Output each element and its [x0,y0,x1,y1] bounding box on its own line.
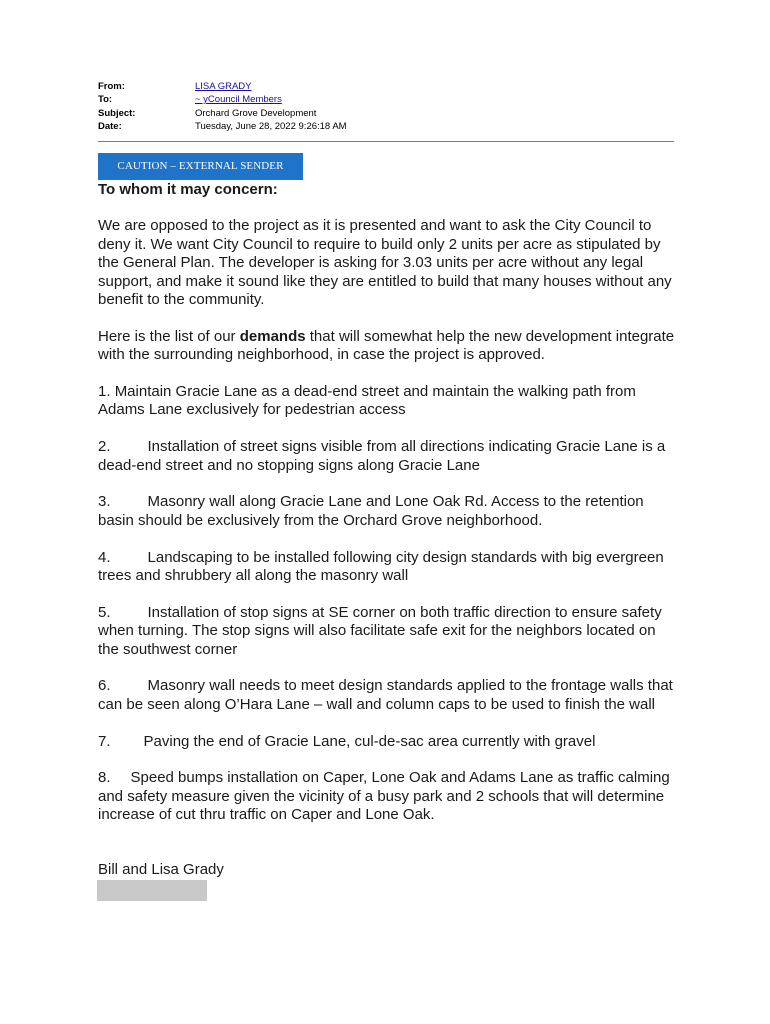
demand-item-2 [98,438,678,475]
demand-number: 7. [98,732,111,750]
demand-number: 1. [98,383,111,401]
demand-text: Landscaping to be installed following city design standards with big evergreen trees and shrubbery all along the masonry wall [98,548,664,585]
demand-text: Masonry wall needs to meet design standards applied to the frontage walls that can be seen along O’Hara Lane – wall and column caps to be used to finish the wall [98,677,673,713]
demand-number: 4. [98,548,111,566]
demand-text: Paving the end of Gracie Lane, cul-de-sac area currently with gravel [143,732,596,750]
demand-item-1 [98,383,678,420]
demands-pre: Here is the list of our [98,327,240,345]
subject-label: Subject: [98,107,136,119]
demand-number: 3. [98,493,111,511]
demand-item-5 [98,604,678,659]
greeting: To whom it may concern: [98,181,278,198]
caution-banner: CAUTION – EXTERNAL SENDER [98,153,303,180]
demand-text: Masonry wall along Gracie Lane and Lone Oak Rd. Access to the retention basin should be exclusively from the Orchard Grove neighborhood. [98,493,644,529]
date-row [98,120,674,133]
redaction-box [97,880,207,901]
demands-post: that will somewhat help the new development integrate with the surrounding neighborhood, in case the project is approved. [98,327,675,364]
letter-body [98,181,678,879]
demands-paragraph [98,328,678,365]
demand-number: 8. [98,769,111,787]
demand-item-3 [98,493,678,530]
from-label: From: [98,81,125,92]
date-label: Date: [98,120,122,132]
demands-word: demands [239,327,306,345]
demand-item-4 [98,549,678,586]
date-value: Tuesday, June 28, 2022 9:26:18 AM [195,120,347,132]
demand-text: Speed bumps installation on Caper, Lone Oak and Adams Lane as traffic calming and safety measure given the vicinity of a busy park and 2 schools that will determine increase of cut thru traffic on Caper and Lone Oak. [98,769,670,824]
to-row [98,93,674,106]
email-header [98,80,674,133]
signature: Bill and Lisa Grady [98,860,224,878]
intro-paragraph: We are opposed to the project as it is presented and want to ask the City Council to deny it. We want City Council to require to build only 2 units per acre as stipulated by the General Plan. The developer is asking for 3.03 units per acre without any legal support, and make it sound like they are entitled to build that many houses without any benefit to the community. [98,217,672,309]
demand-number: 6. [98,677,111,695]
from-link[interactable]: LISA GRADY [195,81,252,92]
subject-row [98,107,674,120]
to-label: To: [98,94,113,106]
demand-item-7 [98,733,678,751]
demand-item-8 [98,769,678,824]
header-divider [98,141,674,142]
demand-number: 2. [98,438,111,456]
demand-item-6 [98,677,678,714]
demand-text: Installation of stop signs at SE corner on both traffic direction to ensure safety when turning. The stop signs will also facilitate safe exit for the neighbors located on the southwest corner [98,603,662,658]
from-row [98,80,674,93]
demand-text: Maintain Gracie Lane as a dead-end street and maintain the walking path from Adams Lane exclusively for pedestrian access [98,383,636,419]
demand-number: 5. [98,603,111,621]
to-link[interactable]: ~ yCouncil Members [195,94,282,106]
subject-value: Orchard Grove Development [195,107,317,119]
demand-text: Installation of street signs visible from all directions indicating Gracie Lane is a dead-end street and no stopping signs along Gracie Lane [98,438,666,474]
